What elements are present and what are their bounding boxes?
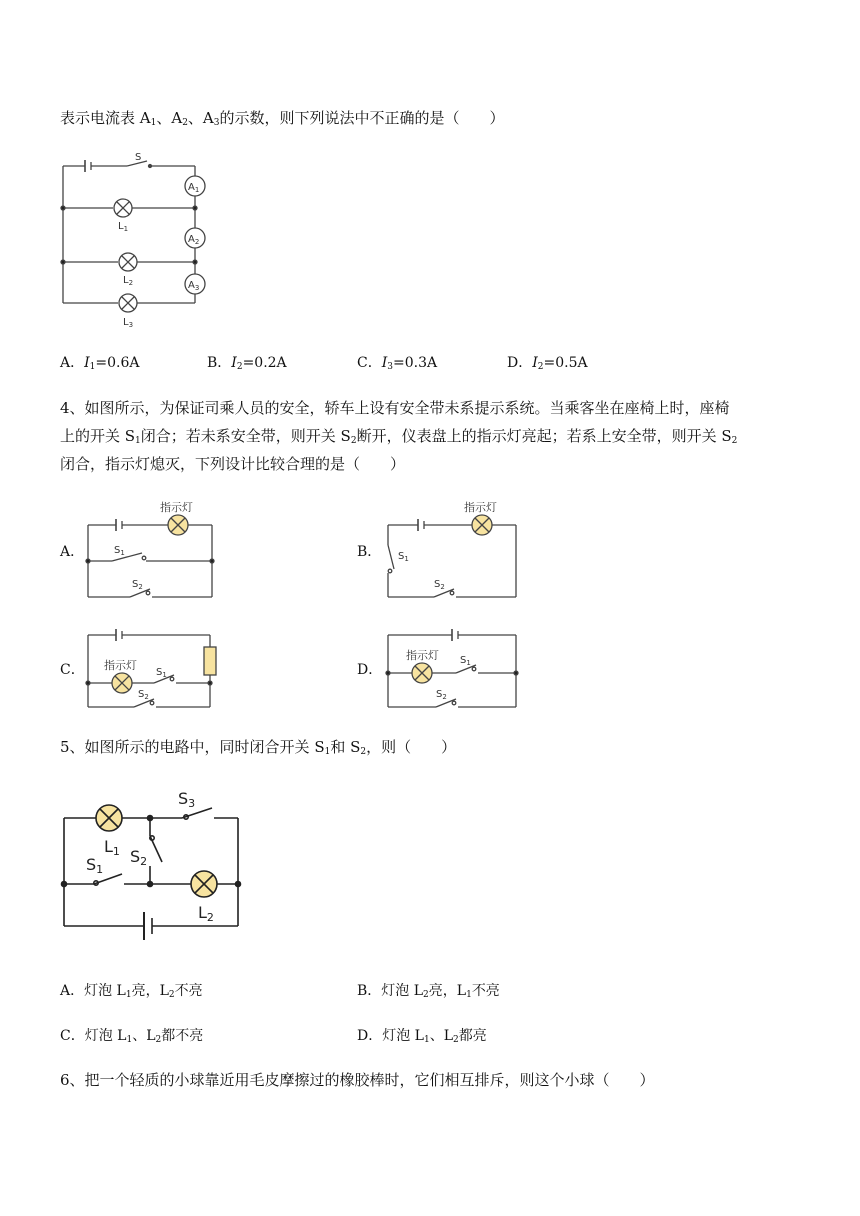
switch-s2-label: $S_2$	[434, 579, 445, 591]
ammeter-a1-label: $A_1$	[188, 182, 200, 194]
sub: 3	[213, 118, 220, 128]
lamp-l1-label: $L_1$	[118, 221, 129, 233]
switch-label: S	[135, 152, 142, 163]
switch-s1-label: $S_1$	[156, 667, 167, 679]
q3-option-a[interactable]: A．$I_1=0.6A$	[60, 355, 140, 372]
lamp-label: 指示灯	[160, 501, 193, 514]
switch-s2-label: $S_2$	[436, 689, 447, 701]
q4-stem-line1: 4、如图所示，为保证司乘人员的安全，轿车上设有安全带未系提示系统。当乘客坐在座椅上时，座椅	[60, 399, 730, 417]
ammeter-a3-label: $A_3$	[188, 280, 200, 292]
switch-s2-label: $S_2$	[138, 689, 149, 701]
ammeter-a2-label: $A_2$	[188, 234, 200, 246]
lamp-label: 指示灯	[464, 501, 497, 514]
q5-option-a[interactable]: A．灯泡 $L_1$亮，$L_2$不亮	[60, 983, 203, 1000]
q3-stem-text: 、A	[156, 109, 183, 127]
lamp-l3-label: $L_3$	[123, 317, 134, 329]
q6-stem: 6、把一个轻质的小球靠近用毛皮摩擦过的橡胶棒时，它们相互排斥，则这个小球（ ）	[60, 1071, 655, 1089]
q4-diagram-d	[382, 625, 522, 715]
q3-stem-text: 、A	[187, 109, 214, 127]
q3-circuit-diagram	[55, 148, 220, 333]
switch-s1-label: $S_1$	[114, 545, 125, 557]
q4-stem-line2: 上的开关 $S_1$闭合；若未系安全带，则开关 $S_2$断开，仪表盘上的指示灯亮起；若系上安全带，则开关 $S_2$	[60, 427, 738, 446]
lamp-l1-label: L1	[104, 837, 120, 858]
q3-stem-text: 表示电流表 A	[60, 109, 151, 127]
switch-s1-label: $S_1$	[398, 551, 409, 563]
q4-option-d[interactable]: D．	[357, 662, 383, 678]
switch-s1-label: $S_1$	[460, 655, 471, 667]
lamp-l2-label: L2	[198, 903, 214, 924]
switch-s2-label: $S_2$	[132, 579, 143, 591]
q4-diagram-a	[82, 495, 222, 605]
sub: 2	[182, 118, 188, 128]
q4-diagram-b	[382, 495, 522, 605]
q4-option-a[interactable]: A．	[60, 544, 85, 560]
q4-stem-line3: 闭合，指示灯熄灭，下列设计比较合理的是（ ）	[60, 455, 406, 473]
q3-stem	[60, 108, 505, 133]
q3-option-c[interactable]: C．$I_3=0.3A$	[357, 355, 438, 372]
q3-option-d[interactable]: D．$I_2=0.5A$	[507, 355, 588, 372]
lamp-label: 指示灯	[406, 649, 439, 662]
q3-stem-text: 的示数，则下列说法中不正确的是（ ）	[219, 109, 505, 127]
q5-option-c[interactable]: C．灯泡 $L_1$、$L_2$都不亮	[60, 1028, 204, 1045]
q4-option-c[interactable]: C．	[60, 662, 85, 678]
switch-s1-label: S1	[86, 855, 104, 876]
q3-option-b[interactable]: B．$I_2=0.2A$	[207, 355, 287, 372]
sub: 1	[150, 118, 157, 128]
q5-stem: 5、如图所示的电路中，同时闭合开关 $S_1$和 $S_2$，则（ ）	[60, 738, 457, 757]
switch-s2-label: S2	[130, 847, 148, 868]
q5-circuit-diagram	[58, 786, 248, 946]
q5-option-d[interactable]: D．灯泡 $L_1$、$L_2$都亮	[357, 1028, 487, 1045]
lamp-label: 指示灯	[104, 659, 137, 672]
q4-diagram-c	[82, 625, 222, 715]
lamp-l2-label: $L_2$	[123, 275, 134, 287]
q5-option-b[interactable]: B．灯泡 $L_2$亮，$L_1$不亮	[357, 983, 500, 1000]
q4-option-b[interactable]: B．	[357, 544, 382, 560]
switch-s3-label: S3	[178, 789, 196, 810]
